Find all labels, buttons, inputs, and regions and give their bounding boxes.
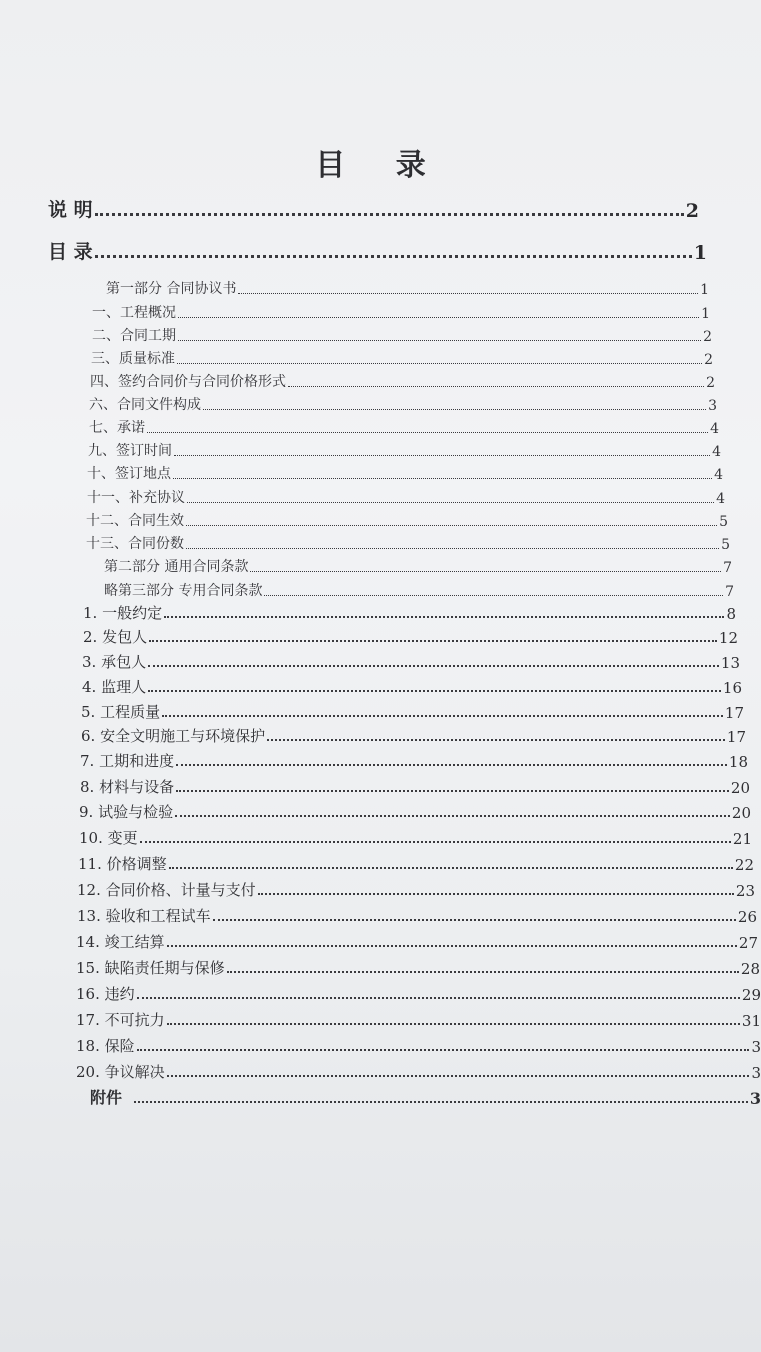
toc-entry [76,928,758,952]
toc-entry-label: 目 录 [48,241,93,263]
toc-entry-page: 8 [726,605,736,623]
toc-entry-label: 附件 [90,1088,123,1107]
toc-entry-page: 12 [718,629,738,647]
toc-entry-page: 28 [740,960,760,978]
toc-entry-page: 18 [728,753,748,771]
toc-entry [76,954,760,978]
toc-entry-label: 10. 变更 [79,829,138,847]
toc-entry-page: 20 [731,804,751,822]
page-title: 目 录 [315,148,446,183]
toc-entry [77,876,755,900]
toc-entry-label: 四、签约合同价与合同价格形式 [90,374,286,390]
dot-leader [176,763,727,766]
dot-leader [95,254,692,258]
toc-entry-page: 7 [725,584,734,600]
dot-leader [167,1022,740,1025]
dot-leader [148,689,721,692]
toc-entry-page: 2 [703,329,712,345]
dot-leader [178,339,701,341]
toc-entry [81,698,744,722]
dot-leader [174,454,710,456]
toc-entry-page: 22 [734,856,754,874]
toc-entry-page: 3 [708,398,717,414]
toc-entry-page: 7 [723,560,732,576]
toc-entry [78,850,754,874]
toc-entry-label: 6. 安全文明施工与环境保护 [81,727,266,745]
toc-entry-page: 17 [726,728,746,746]
toc-entry [86,529,730,553]
toc-entry-label: 17. 不可抗力 [76,1011,165,1029]
dot-leader [167,944,737,947]
dot-leader [167,1074,750,1077]
toc-entry-page: 17 [724,704,744,722]
toc-entry [79,798,751,822]
dot-leader [137,1048,750,1051]
toc-entry [77,902,757,926]
dot-leader [177,362,702,364]
toc-entry-label: 七、承诺 [89,420,145,436]
toc-entry [48,240,707,264]
toc-entry [89,390,717,414]
toc-entry [106,274,709,298]
toc-entry [91,344,713,368]
toc-entry-page: 2 [704,352,713,368]
dot-leader [140,840,731,843]
toc-entry [83,599,736,623]
toc-entry [48,198,699,222]
toc-entry [80,773,750,797]
toc-entry-label: 第二部分 通用合同条款 [104,559,249,575]
toc-entry [88,436,721,460]
toc-entry-page: 26 [737,908,757,926]
dot-leader [148,664,719,667]
toc-entry-label: 六、合同文件构成 [89,397,201,413]
toc-entry [87,459,723,483]
toc-entry-page: 5 [719,514,728,530]
toc-entry-label: 12. 合同价格、计量与支付 [77,881,256,899]
toc-entry-page: 23 [735,882,755,900]
toc-entry-page: 2 [685,200,699,222]
toc-entry-label: 14. 竣工结算 [76,933,165,951]
toc-entry [82,673,742,697]
toc-entry [104,552,732,576]
toc-entry [76,1058,761,1082]
toc-entry [92,321,712,345]
dot-leader [147,431,708,433]
toc-entry-label: 20. 争议解决 [76,1063,165,1081]
toc-entry-page: 29 [741,986,761,1004]
toc-entry-label: 18. 保险 [76,1037,135,1055]
toc-entry-label: 8. 材料与设备 [80,778,175,796]
dot-leader [173,477,712,479]
toc-entry [76,1032,761,1056]
toc-entry-page: 3 [751,1064,761,1082]
toc-entry-page: 5 [721,537,730,553]
toc-entry-page: 4 [710,421,719,437]
dot-leader [227,970,739,973]
toc-entry-page: 1 [700,282,709,298]
dot-leader [258,892,734,895]
dot-leader [149,639,717,642]
toc-entry-page: 4 [714,467,723,483]
toc-entry [79,824,752,848]
dot-leader [178,316,699,318]
toc-entry-label: 15. 缺陷责任期与保修 [76,959,225,977]
dot-leader [95,212,684,216]
dot-leader [164,615,724,618]
toc-entry-label: 7. 工期和进度 [80,752,175,770]
toc-entry-label: 1. 一般约定 [83,604,163,622]
toc-entry-label: 16. 违约 [76,985,135,1003]
toc-entry-label: 9. 试验与检验 [79,803,174,821]
toc-entry-label: 一、工程概况 [92,305,176,321]
toc-entry-label: 十二、合同生效 [86,513,184,529]
toc-entry [92,298,710,322]
toc-entry-page: 3 [749,1089,761,1108]
dot-leader [250,570,721,572]
dot-leader [264,594,723,596]
toc-entry-page: 21 [732,830,752,848]
toc-entry [81,722,746,746]
dot-leader [187,501,714,503]
toc-entry-page: 4 [716,491,725,507]
dot-leader [169,866,733,869]
toc-entry-label: 2. 发包人 [83,628,148,646]
toc-entry-page: 1 [701,306,710,322]
toc-entry-label: 3. 承包人 [82,653,147,671]
toc-entry-page: 13 [720,654,740,672]
toc-entry-page: 3 [751,1038,761,1056]
toc-entry-label: 5. 工程质量 [81,703,161,721]
toc-entry-label: 4. 监理人 [82,678,147,696]
toc-entry [87,483,725,507]
toc-entry-label: 十三、合同份数 [86,536,184,552]
dot-leader [176,789,729,792]
toc-entry [76,1006,761,1030]
toc-entry-label: 十、签订地点 [87,466,171,482]
dot-leader [186,524,717,526]
toc-entry-page: 1 [693,242,707,264]
toc-entry [90,1084,761,1108]
toc-entry-label: 略第三部分 专用合同条款 [104,583,263,599]
dot-leader [162,714,723,717]
toc-entry [104,576,734,600]
toc-entry-page: 20 [730,779,750,797]
toc-entry [89,413,719,437]
toc-entry-label: 十一、补充协议 [87,490,185,506]
toc-entry-page: 2 [706,375,715,391]
dot-leader [213,918,736,921]
toc-entry [83,623,738,647]
toc-entry-label: 三、质量标准 [91,351,175,367]
dot-leader [267,738,725,741]
toc-entry [76,980,761,1004]
toc-entry-label: 九、签订时间 [88,443,172,459]
toc-entry-label: 二、合同工期 [92,328,176,344]
toc-entry-page: 4 [712,444,721,460]
dot-leader [175,814,730,817]
toc-entry-label: 说 明 [48,199,93,221]
dot-leader [137,996,740,999]
toc-entry [90,367,715,391]
toc-entry [80,747,748,771]
toc-entry-page: 27 [738,934,758,952]
toc-entry [82,648,740,672]
toc-entry-label: 13. 验收和工程试车 [77,907,211,925]
toc-entry-page: 16 [722,679,742,697]
toc-entry-label: 11. 价格调整 [78,855,167,873]
dot-leader [203,408,706,410]
dot-leader [134,1100,748,1103]
toc-entry-page: 31 [741,1012,761,1030]
toc-entry-label: 第一部分 合同协议书 [106,281,237,297]
dot-leader [238,292,698,294]
dot-leader [186,547,719,549]
dot-leader [288,385,704,387]
toc-entry [86,506,728,530]
